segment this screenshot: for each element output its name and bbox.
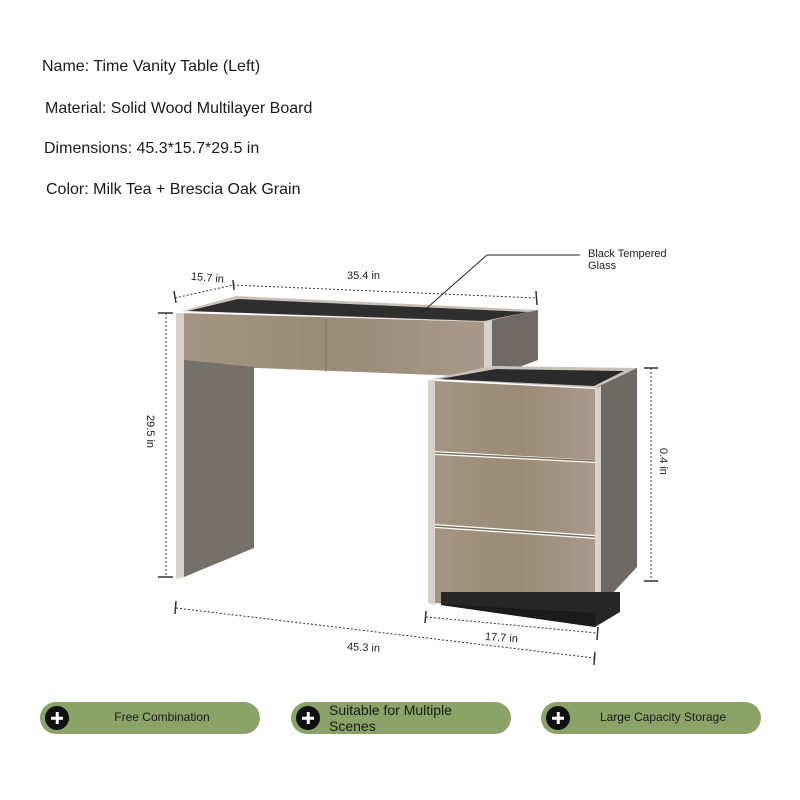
callout-line-1: Black Tempered bbox=[588, 248, 667, 260]
dim-total-label: 45.3 in bbox=[346, 641, 381, 655]
spec-color: Color: Milk Tea + Brescia Oak Grain bbox=[46, 181, 301, 198]
spec-material: Material: Solid Wood Multilayer Board bbox=[45, 100, 313, 117]
dim-cabinet-depth-label: 17.7 in bbox=[484, 630, 519, 646]
dim-height-label: 29.5 in bbox=[144, 415, 156, 449]
plus-icon bbox=[546, 706, 570, 730]
callout-line-2: Glass bbox=[588, 260, 617, 272]
dim-height bbox=[144, 313, 173, 577]
dim-cabinet-label: 0.4 in bbox=[657, 448, 669, 475]
drawer-1 bbox=[435, 381, 595, 460]
plus-icon bbox=[45, 706, 69, 730]
dim-cabinet-height bbox=[644, 368, 669, 581]
drawer-2 bbox=[435, 455, 595, 535]
feature-free-combination bbox=[40, 702, 260, 734]
dim-top-depth bbox=[174, 271, 234, 303]
spec-dimensions: Dimensions: 45.3*15.7*29.5 in bbox=[44, 140, 260, 157]
plus-icon bbox=[296, 706, 320, 730]
dim-width-label: 35.4 in bbox=[347, 270, 381, 282]
feature-multiple-scenes bbox=[291, 702, 511, 734]
glass-callout bbox=[420, 248, 667, 314]
feature-label: Free Combination bbox=[114, 710, 210, 725]
dim-depth-label: 15.7 in bbox=[190, 270, 225, 286]
feature-large-storage bbox=[541, 702, 761, 734]
feature-label: Large Capacity Storage bbox=[599, 710, 727, 725]
spec-name: Name: Time Vanity Table (Left) bbox=[42, 58, 261, 75]
drawer-cabinet bbox=[428, 366, 637, 627]
feature-label: Suitable for Multiple Scenes bbox=[329, 701, 452, 734]
